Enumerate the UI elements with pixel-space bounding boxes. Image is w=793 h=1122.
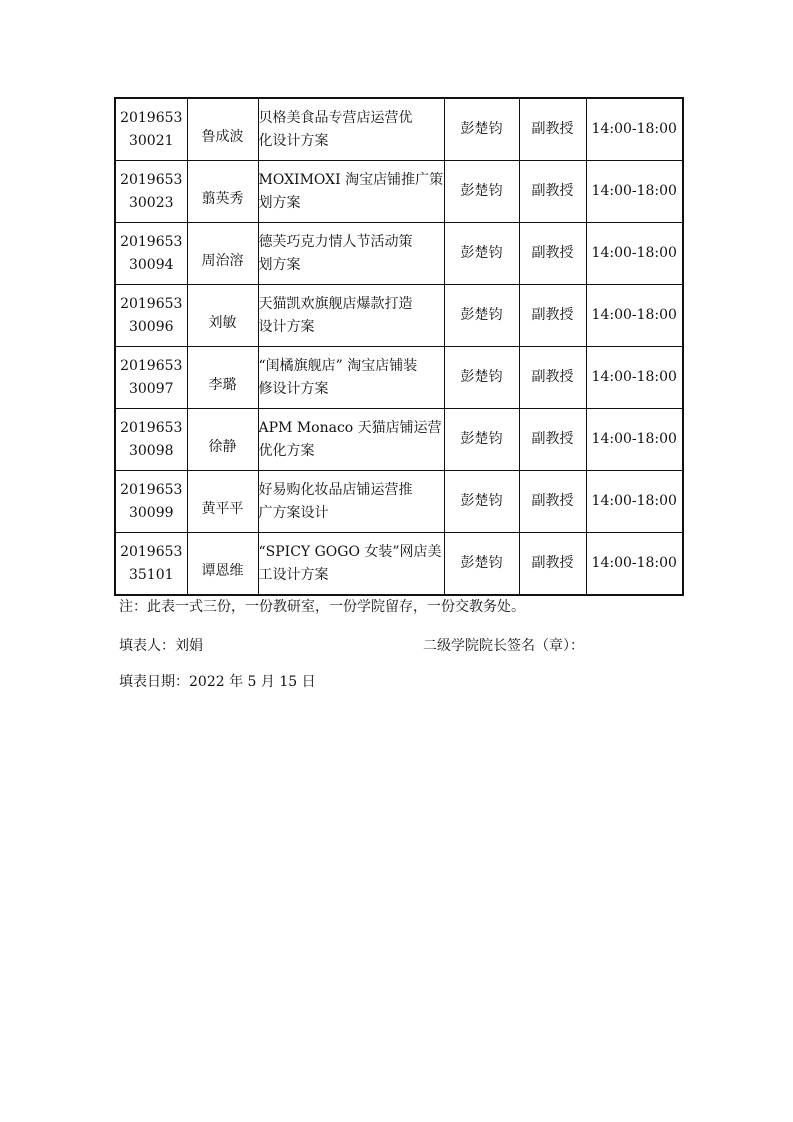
student-name: 谭恩维 <box>201 563 244 579</box>
student-id-line: 30023 <box>128 194 174 211</box>
student-name-cell <box>187 285 258 347</box>
student-name: 翦英秀 <box>201 191 244 207</box>
student-id-line: 30096 <box>128 318 174 335</box>
student-id-cell <box>115 161 187 223</box>
table-row <box>115 471 683 533</box>
thesis-topic-line: 贝格美食品专营店运营优 <box>258 109 413 126</box>
thesis-topic-line: 德芙巧克力情人节活动策 <box>258 233 413 250</box>
student-name: 鲁成波 <box>201 129 244 145</box>
table-row <box>115 409 683 471</box>
student-id-line: 2019653 <box>120 233 183 250</box>
thesis-topic-line: 广方案设计 <box>258 504 329 521</box>
advisor-title-cell: 副教授 <box>519 161 586 223</box>
thesis-topic-cell <box>258 223 444 285</box>
student-name: 黄平平 <box>201 501 244 517</box>
student-id-line: 2019653 <box>120 109 183 126</box>
thesis-topic-line: 修设计方案 <box>258 380 329 397</box>
table-row <box>115 533 683 596</box>
student-id-cell <box>115 409 187 471</box>
advisor-cell: 彭楚钧 <box>444 161 519 223</box>
thesis-topic-line: “SPICY GOGO 女装”网店美 <box>258 543 442 560</box>
student-id-line: 30021 <box>128 132 174 149</box>
dean-signature-label: 二级学院院长签名（章）： <box>423 638 584 654</box>
defense-schedule-table <box>114 97 684 596</box>
student-id-line: 35101 <box>128 566 174 583</box>
thesis-topic-line: 设计方案 <box>258 318 315 335</box>
defense-time-cell: 14:00-18:00 <box>586 471 683 533</box>
student-name-cell <box>187 161 258 223</box>
student-id-cell <box>115 98 187 161</box>
student-id-line: 2019653 <box>120 419 183 436</box>
advisor-title-cell: 副教授 <box>519 98 586 161</box>
advisor-title-cell: 副教授 <box>519 285 586 347</box>
table-row <box>115 285 683 347</box>
student-id-line: 30098 <box>128 442 174 459</box>
thesis-topic-cell <box>258 533 444 596</box>
advisor-title-cell: 副教授 <box>519 533 586 596</box>
advisor-title-cell: 副教授 <box>519 223 586 285</box>
defense-time-cell: 14:00-18:00 <box>586 223 683 285</box>
student-id-line: 30097 <box>128 380 174 397</box>
advisor-cell: 彭楚钧 <box>444 98 519 161</box>
student-id-line: 30099 <box>128 504 174 521</box>
defense-time-cell: 14:00-18:00 <box>586 409 683 471</box>
student-id-line: 2019653 <box>120 357 183 374</box>
student-id-cell <box>115 285 187 347</box>
student-name: 刘敏 <box>208 315 237 331</box>
defense-time-cell: 14:00-18:00 <box>586 533 683 596</box>
table-row <box>115 223 683 285</box>
thesis-topic-line: “闺橘旗舰店” 淘宝店铺装 <box>258 357 418 374</box>
advisor-title-cell: 副教授 <box>519 347 586 409</box>
defense-time-cell: 14:00-18:00 <box>586 285 683 347</box>
student-name: 徐静 <box>208 439 237 455</box>
student-id-line: 2019653 <box>120 295 183 312</box>
student-name-cell <box>187 471 258 533</box>
student-name-cell <box>187 347 258 409</box>
table-body <box>115 98 683 595</box>
student-id-cell <box>115 223 187 285</box>
thesis-topic-line: 优化方案 <box>258 442 315 459</box>
defense-time-cell: 14:00-18:00 <box>586 98 683 161</box>
defense-time-cell: 14:00-18:00 <box>586 161 683 223</box>
thesis-topic-line: APM Monaco 天猫店铺运营 <box>258 419 442 436</box>
advisor-title-cell: 副教授 <box>519 471 586 533</box>
thesis-topic-line: MOXIMOXI 淘宝店铺推广策 <box>258 171 444 188</box>
advisor-cell: 彭楚钧 <box>444 471 519 533</box>
thesis-topic-line: 天猫凯欢旗舰店爆款打造 <box>258 295 413 312</box>
student-id-line: 2019653 <box>120 481 183 498</box>
student-name-cell <box>187 409 258 471</box>
advisor-cell: 彭楚钧 <box>444 409 519 471</box>
thesis-topic-cell <box>258 409 444 471</box>
student-id-cell <box>115 471 187 533</box>
thesis-topic-cell <box>258 161 444 223</box>
student-name: 李璐 <box>208 377 237 393</box>
thesis-topic-cell <box>258 98 444 161</box>
student-name-cell <box>187 223 258 285</box>
student-id-line: 30094 <box>128 256 174 273</box>
advisor-cell: 彭楚钧 <box>444 223 519 285</box>
thesis-topic-line: 工设计方案 <box>258 566 329 583</box>
advisor-cell: 彭楚钧 <box>444 285 519 347</box>
thesis-topic-line: 化设计方案 <box>258 132 329 149</box>
table-row <box>115 347 683 409</box>
thesis-topic-cell <box>258 471 444 533</box>
filler-label: 填表人：刘娟 <box>119 638 203 654</box>
student-name-cell <box>187 533 258 596</box>
fill-date: 填表日期：2022 年 5 月 15 日 <box>119 674 316 690</box>
student-name: 周治溶 <box>201 253 244 269</box>
thesis-topic-cell <box>258 285 444 347</box>
student-name-cell <box>187 98 258 161</box>
table-note: 注：此表一式三份，一份教研室，一份学院留存，一份交教务处。 <box>119 599 525 615</box>
thesis-topic-line: 划方案 <box>258 194 301 211</box>
advisor-title-cell: 副教授 <box>519 409 586 471</box>
student-id-cell <box>115 347 187 409</box>
table-row <box>115 161 683 223</box>
student-id-line: 2019653 <box>120 543 183 560</box>
thesis-topic-cell <box>258 347 444 409</box>
thesis-topic-line: 划方案 <box>258 256 301 273</box>
advisor-cell: 彭楚钧 <box>444 347 519 409</box>
student-id-line: 2019653 <box>120 171 183 188</box>
table-row <box>115 98 683 161</box>
student-id-cell <box>115 533 187 596</box>
defense-time-cell: 14:00-18:00 <box>586 347 683 409</box>
thesis-topic-line: 好易购化妆品店铺运营推 <box>258 481 413 498</box>
advisor-cell: 彭楚钧 <box>444 533 519 596</box>
